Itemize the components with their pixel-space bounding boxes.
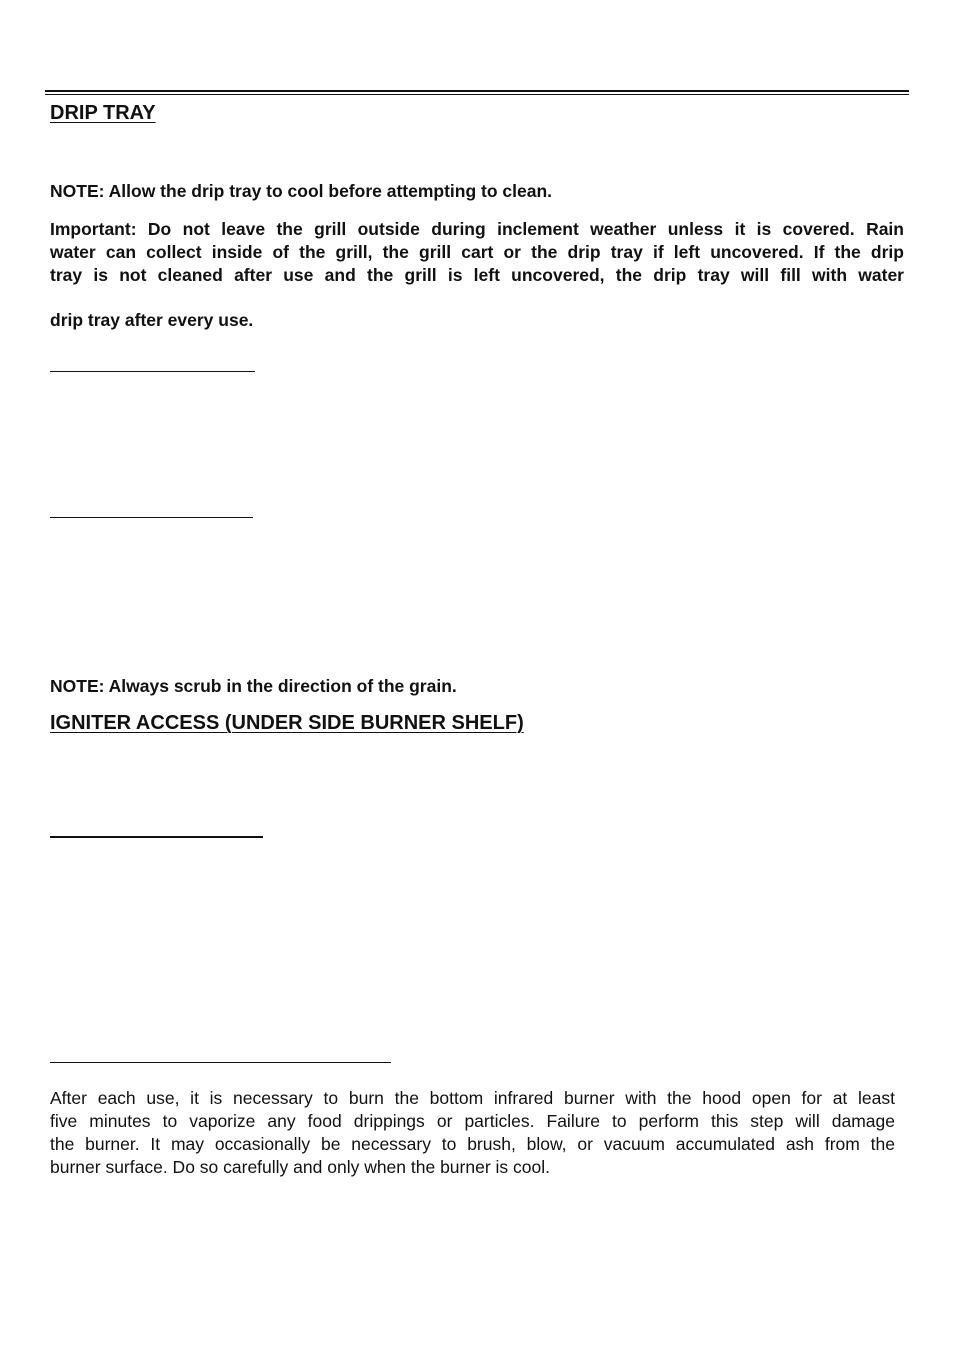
infrared-burner-paragraph [50,1087,895,1179]
important-line-3: tray is not cleaned after use and the grill is left uncovered, the drip tray will fill with water [50,265,904,285]
paragraph-line-4: burner surface. Do so carefully and only when the burner is cool. [50,1157,550,1177]
important-line-2: water can collect inside of the grill, the grill cart or the drip tray if left uncovered. If the drip [50,242,904,262]
blank-heading-rule-1 [50,371,255,372]
top-rule-thin [45,94,909,95]
important-line-1: Important: Do not leave the grill outside during inclement weather unless it is covered. Rain [50,219,904,239]
igniter-access-heading: IGNITER ACCESS (UNDER SIDE BURNER SHELF) [50,712,524,734]
top-rule-thick [45,90,909,92]
paragraph-line-2: five minutes to vaporize any food drippings or particles. Failure to perform this step will damage [50,1111,895,1131]
blank-heading-rule-4 [50,1062,391,1063]
drip-tray-cool-note: NOTE: Allow the drip tray to cool before attempting to clean. [50,181,553,201]
scrub-grain-note: NOTE: Always scrub in the direction of the grain. [50,676,457,696]
important-last-line: drip tray after every use. [50,310,254,330]
important-warning [50,218,904,287]
paragraph-line-3: the burner. It may occasionally be necessary to brush, blow, or vacuum accumulated ash from the [50,1134,895,1154]
blank-heading-rule-3 [50,836,263,838]
drip-tray-heading: DRIP TRAY [50,102,156,124]
blank-heading-rule-2 [50,517,253,518]
paragraph-line-1: After each use, it is necessary to burn the bottom infrared burner with the hood open for at least [50,1088,895,1108]
